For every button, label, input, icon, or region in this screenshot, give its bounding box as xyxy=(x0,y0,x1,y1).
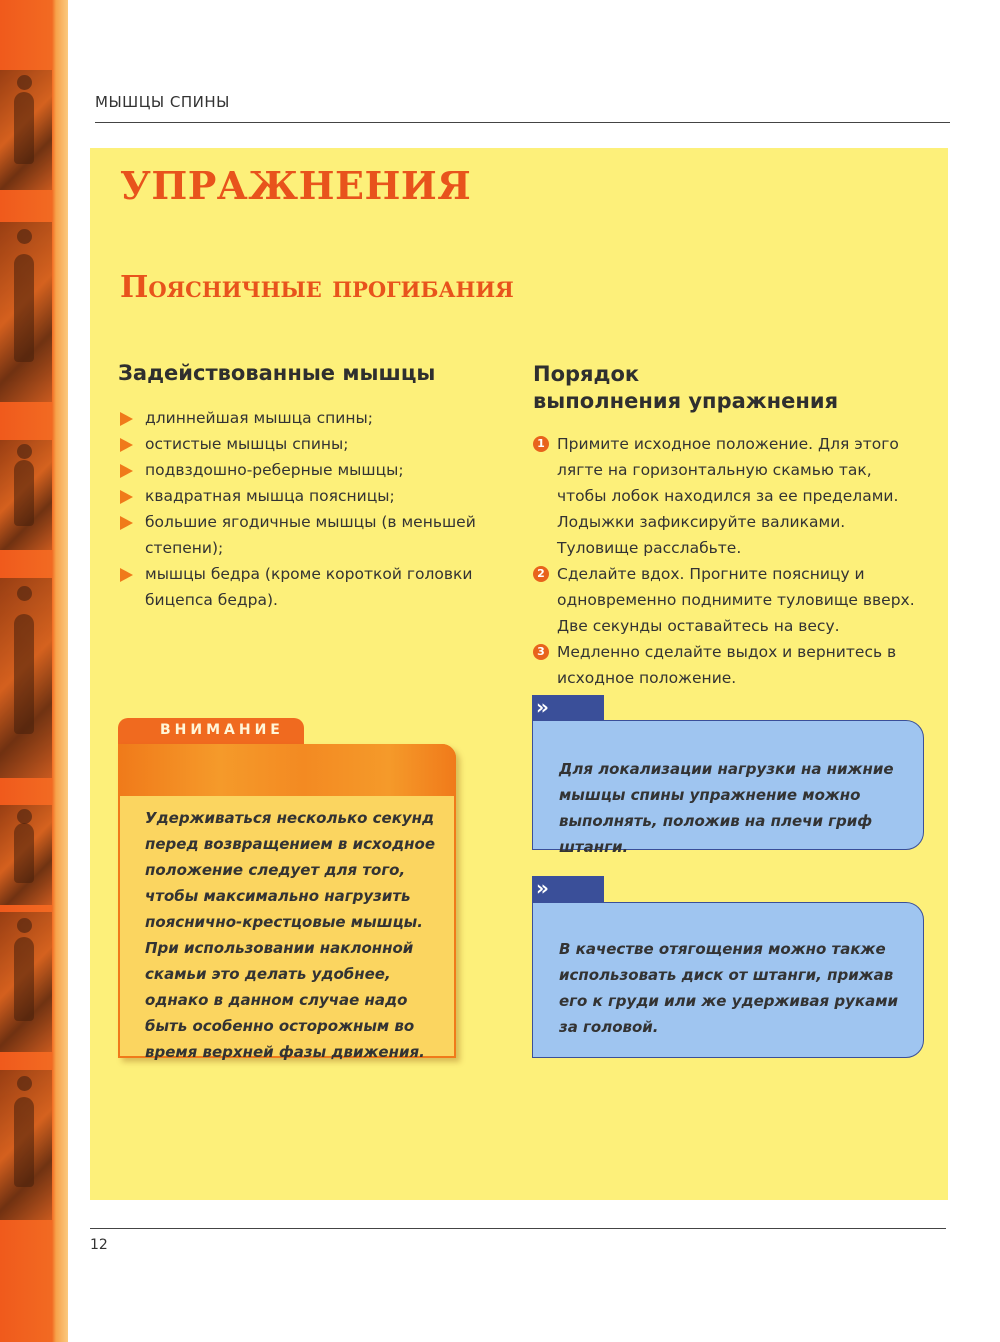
exercise-photo xyxy=(0,70,52,190)
arrow-bullet-icon xyxy=(120,490,133,504)
procedure-steps xyxy=(533,431,923,691)
arrow-bullet-icon xyxy=(120,412,133,426)
attention-text: Удерживаться несколько секунд перед возвращением в исходное положение следует для того, чтобы максимально нагрузить пояснично-крестцовые мышцы. При использовании наклонной скамьи это делать удобнее, однако в данном случае надо быть особенно осторожным во время верхней фазы движения. xyxy=(145,809,435,1061)
side-photo-strip xyxy=(0,0,68,1342)
step-number-icon: 2 xyxy=(533,566,549,582)
step-2: 2 Сделайте вдох. Прогните поясницу и одновременно поднимите туловище вверх. Две секунды оставайтесь на весу. xyxy=(533,561,923,639)
arrow-bullet-icon xyxy=(120,438,133,452)
exercise-photo xyxy=(0,440,52,550)
attention-band xyxy=(118,744,456,796)
arrow-bullet-icon xyxy=(120,464,133,478)
page-title: УПРАЖНЕНИЯ xyxy=(120,163,472,208)
exercise-photo xyxy=(0,578,52,778)
step-number-icon: 1 xyxy=(533,436,549,452)
tip-box xyxy=(532,720,924,856)
header-divider xyxy=(95,122,950,123)
tip-marker-icon: » xyxy=(532,876,604,902)
attention-label: ВНИМАНИЕ xyxy=(160,722,284,738)
tip-marker-icon: » xyxy=(532,695,604,721)
page-number: 12 xyxy=(90,1237,108,1253)
exercise-title: Поясничные прогибания xyxy=(120,270,514,305)
list-item: остистые мышцы спины; xyxy=(118,431,518,457)
arrow-bullet-icon xyxy=(120,516,133,530)
step-number-icon: 3 xyxy=(533,644,549,660)
running-head: МЫШЦЫ СПИНЫ xyxy=(95,93,230,111)
exercise-photo xyxy=(0,1070,52,1220)
tip-box xyxy=(532,902,924,1058)
step-1: 1 Примите исходное положение. Для этого лягте на горизонтальную скамью так, чтобы лобок находился за ее пределами. Лодыжки зафиксируйте валиками. Туловище расслабьте. xyxy=(533,431,923,561)
list-item: квадратная мышца поясницы; xyxy=(118,483,518,509)
procedure-heading: Порядок выполнения упражнения xyxy=(533,362,839,413)
list-item: длиннейшая мышца спины; xyxy=(118,405,518,431)
list-item: мышцы бедра (кроме короткой головки бицепса бедра). xyxy=(118,561,518,613)
exercise-photo xyxy=(0,222,52,402)
exercise-photo xyxy=(0,912,52,1052)
muscles-heading: Задействованные мышцы xyxy=(118,361,436,385)
tip-text: Для локализации нагрузки на нижние мышцы спины упражнение можно выполнять, положив на плечи гриф штанги. xyxy=(559,760,894,856)
footer-divider xyxy=(90,1228,946,1229)
tip-text: В качестве отягощения можно также использовать диск от штанги, прижав его к груди или же удерживая руками за головой. xyxy=(559,940,898,1036)
arrow-bullet-icon xyxy=(120,568,133,582)
step-3: 3 Медленно сделайте выдох и вернитесь в исходное положение. xyxy=(533,639,923,691)
list-item: большие ягодичные мышцы (в меньшей степени); xyxy=(118,509,518,561)
exercise-photo xyxy=(0,805,52,905)
muscles-list xyxy=(118,405,518,613)
list-item: подвздошно-реберные мышцы; xyxy=(118,457,518,483)
